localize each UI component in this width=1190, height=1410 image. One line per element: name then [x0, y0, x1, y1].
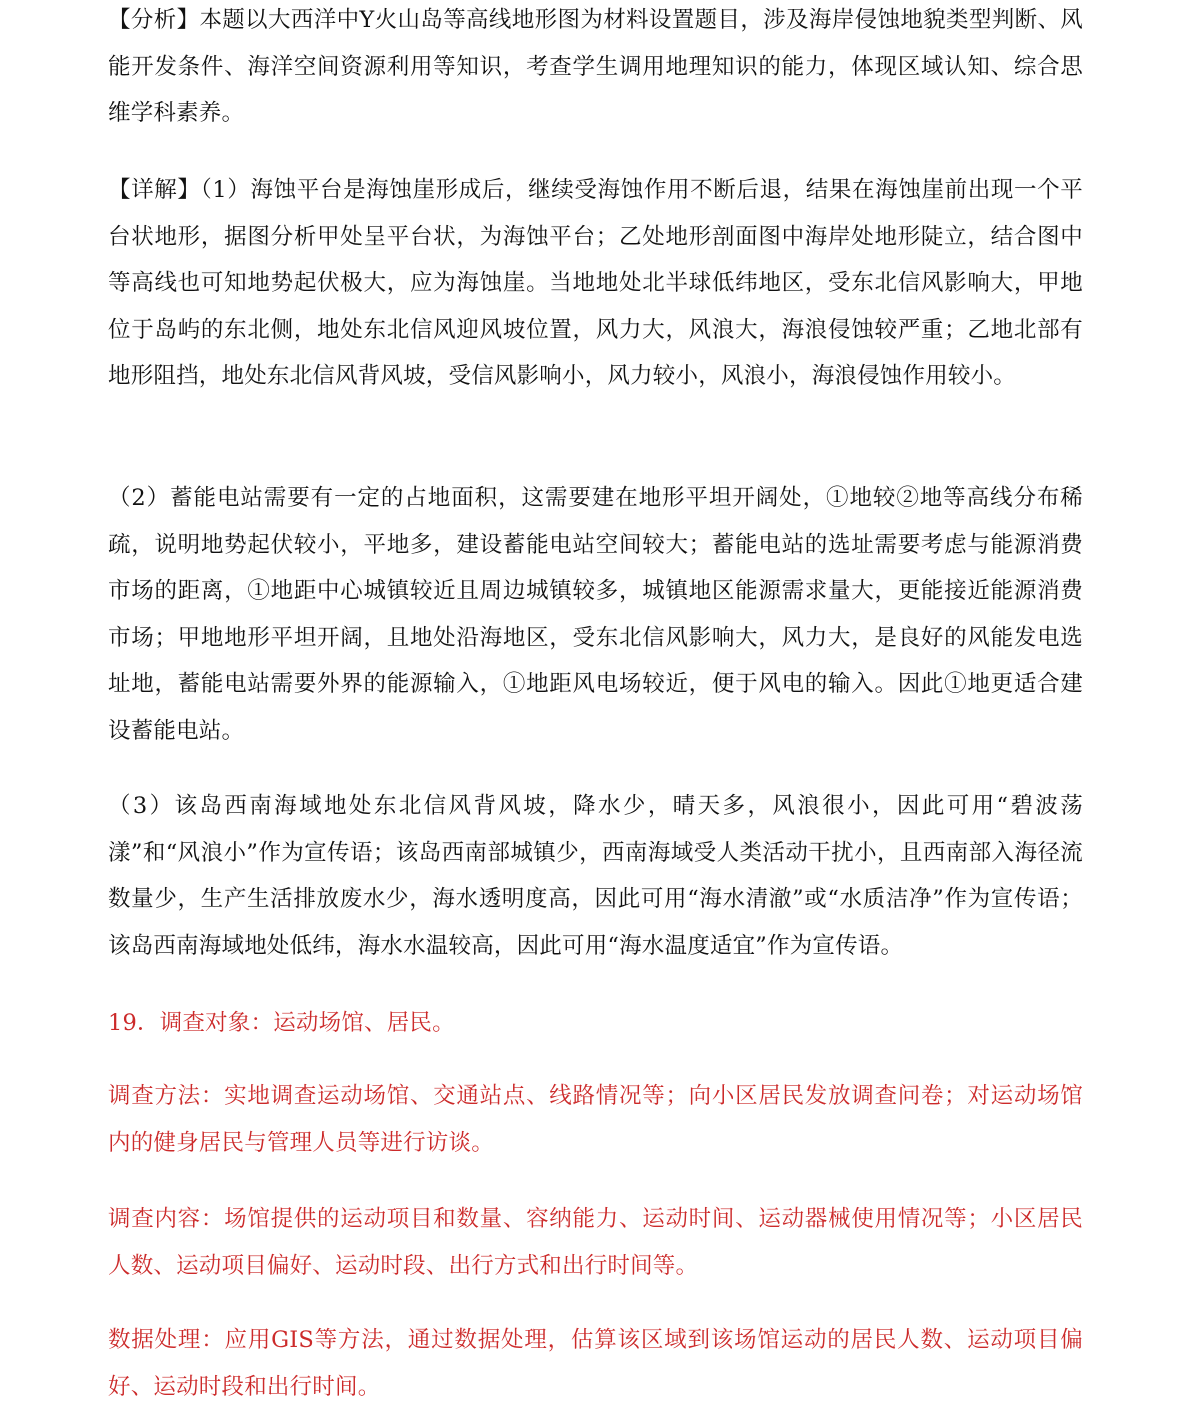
q19-contents-paragraph: [108, 1196, 1083, 1289]
detail-part3-paragraph: [108, 783, 1083, 969]
q19-contents-text: 调查内容：场馆提供的运动项目和数量、容纳能力、运动时间、运动器械使用情况等；小区居民人数、运动项目偏好、运动时段、出行方式和出行时间等。: [108, 1206, 1083, 1279]
detail-part1-paragraph: [108, 167, 1083, 400]
question-number: 19．: [108, 1010, 160, 1036]
detail-part3-text: （3）该岛西南海域地处东北信风背风坡，降水少，晴天多，风浪很小，因此可用“碧波荡漾”和“风浪小”作为宣传语；该岛西南部城镇少，西南海域受人类活动干扰小，且西南部入海径流数量少，生产生活排放废水少，海水透明度高，因此可用“海水清澈”或“水质洁净”作为宣传语；该岛西南海域地处低纬，海水水温较高，因此可用“海水温度适宜”作为宣传语。: [108, 793, 1083, 959]
q19-methods-paragraph: [108, 1073, 1083, 1166]
detail-label: 【详解】: [108, 177, 201, 203]
detail-part1-text: （1）海蚀平台是海蚀崖形成后，继续受海蚀作用不断后退，结果在海蚀崖前出现一个平台状地形，据图分析甲处呈平台状，为海蚀平台；乙处地形剖面图中海岸处地形陡立，结合图中等高线也可知地势起伏极大，应为海蚀崖。当地地处北半球低纬地区，受东北信风影响大，甲地位于岛屿的东北侧，地处东北信风迎风坡位置，风力大，风浪大，海浪侵蚀较严重；乙地北部有地形阻挡，地处东北信风背风坡，受信风影响小，风力较小，风浪小，海浪侵蚀作用较小。: [108, 177, 1083, 389]
analysis-label: 【分析】: [108, 7, 200, 33]
q19-processing-paragraph: [108, 1317, 1083, 1410]
q19-methods-text: 调查方法：实地调查运动场馆、交通站点、线路情况等；向小区居民发放调查问卷；对运动场馆内的健身居民与管理人员等进行访谈。: [108, 1083, 1083, 1156]
detail-part2-paragraph: [108, 475, 1083, 754]
q19-subjects-paragraph: [108, 1000, 1083, 1047]
analysis-text: 本题以大西洋中Y火山岛等高线地形图为材料设置题目，涉及海岸侵蚀地貌类型判断、风能开发条件、海洋空间资源利用等知识，考查学生调用地理知识的能力，体现区域认知、综合思维学科素养。: [108, 7, 1084, 126]
q19-processing-text: 数据处理：应用GIS等方法，通过数据处理，估算该区域到该场馆运动的居民人数、运动项目偏好、运动时段和出行时间。: [108, 1327, 1083, 1400]
analysis-paragraph: [108, 0, 1083, 137]
detail-part2-text: （2）蓄能电站需要有一定的占地面积，这需要建在地形平坦开阔处，①地较②地等高线分布稀疏，说明地势起伏较小，平地多，建设蓄能电站空间较大；蓄能电站的选址需要考虑与能源消费市场的距离，①地距中心城镇较近且周边城镇较多，城镇地区能源需求量大，更能接近能源消费市场；甲地地形平坦开阔，且地处沿海地区，受东北信风影响大，风力大，是良好的风能发电选址地，蓄能电站需要外界的能源输入，①地距风电场较近，便于风电的输入。因此①地更适合建设蓄能电站。: [108, 485, 1083, 744]
q19-subjects-text: 调查对象：运动场馆、居民。: [159, 1010, 455, 1036]
